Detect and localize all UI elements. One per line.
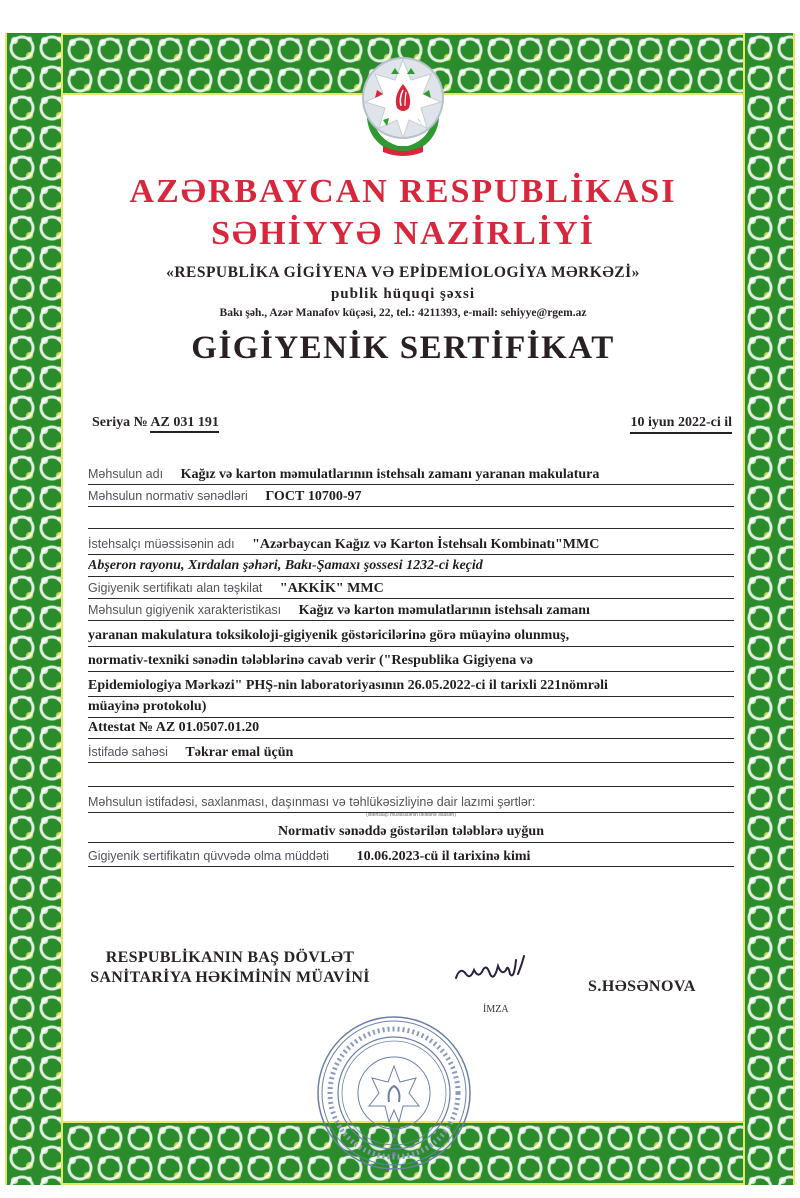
field-value: müayinə protokolu) — [88, 699, 207, 714]
ornamental-border-left — [5, 33, 63, 1185]
field-conditions — [88, 792, 734, 813]
field-normative-docs — [88, 486, 734, 507]
field-manufacturer-address — [88, 556, 734, 577]
legal-status: publik hüquqi şəxsi — [330, 286, 476, 302]
field-value: Kağız və karton məmulatlarının istehsalı zamanı yaranan makulatura — [180, 467, 600, 482]
ministry-country-title: AZƏRBAYCAN RESPUBLİKASI — [129, 173, 677, 210]
issue-date: 10 iyun 2022-ci il — [630, 415, 732, 434]
conditions-note: (istehsalçı müəssisənin tələbinə əsasən) — [366, 812, 456, 818]
official-stamp-icon — [315, 1014, 473, 1172]
field-value: ГОСТ 10700-97 — [265, 489, 362, 504]
field-blank-line — [88, 508, 734, 529]
field-label: Məhsulun istifadəsi, saxlanması, daşınması və təhlükəsizliyinə dair lazımi şərtlər: — [88, 795, 536, 809]
field-value: Abşeron rayonu, Xırdalan şəhəri, Bakı-Şamaxı şossesi 1232-ci keçid — [88, 558, 483, 573]
handwritten-signature-icon — [452, 952, 532, 986]
field-value: Normativ sənəddə göstərilən tələblərə uyğun — [278, 824, 544, 839]
field-characteristics-line — [88, 697, 734, 718]
field-label: İstifadə sahəsi — [88, 745, 168, 759]
field-usage-area — [88, 742, 734, 763]
field-value: 10.06.2023-cü il tarixinə kimi — [356, 849, 531, 864]
field-label: Məhsulun normativ sənədləri — [88, 489, 248, 503]
issuer-address: Bakı şəh., Azər Manafov küçəsi, 22, tel.: 4211393, e-mail: sehiyye@rgem.az — [219, 307, 587, 319]
field-value: "Azərbaycan Kağız və Karton İstehsalı Kombinatı"MMC — [252, 537, 600, 552]
field-blank-line — [88, 766, 734, 787]
field-characteristics — [88, 600, 734, 621]
field-characteristics-line — [88, 651, 734, 672]
field-label: İstehsalçı müəssisənin adı — [88, 537, 235, 551]
series-number — [92, 415, 219, 431]
field-label: Gigiyenik sertifikatı alan təşkilat — [88, 581, 263, 595]
field-value: yaranan makulatura toksikoloji-gigiyenik göstəricilərinə görə müayinə olunmuş, — [88, 628, 570, 643]
field-value: Təkrar emal üçün — [185, 745, 294, 760]
field-recipient — [88, 578, 734, 599]
field-value: normativ-texniki sənədin tələblərinə cavab verir ("Respublika Gigiyena və — [88, 653, 533, 668]
position-line-1: RESPUBLİKANIN BAŞ DÖVLƏT — [105, 949, 355, 966]
issuing-center-name: «RESPUBLİKA GİGİYENA VƏ EPİDEMİOLOGİYA MƏRKƏZİ» — [166, 264, 640, 281]
field-value: Attestat № AZ 01.0507.01.20 — [88, 720, 260, 735]
field-value: Kağız və karton məmulatlarının istehsalı zamanı — [298, 603, 590, 618]
field-label: Məhsulun gigiyenik xarakteristikası — [88, 603, 282, 617]
ornamental-border-right — [743, 33, 795, 1185]
field-validity — [88, 846, 734, 867]
field-characteristics-line — [88, 676, 734, 697]
field-value: Epidemiologiya Mərkəzi" PHŞ-nin laboratoriyasının 26.05.2022-ci il tarixli 221nömrəli — [88, 678, 608, 693]
ministry-name-title: SƏHİYYƏ NAZİRLİYİ — [211, 215, 595, 252]
signatory-position — [70, 948, 390, 988]
certificate-title: GİGİYENİK SERTİFİKAT — [191, 330, 615, 366]
position-line-2: SANİTARİYA HƏKİMİNİN MÜAVİNİ — [90, 969, 370, 986]
field-label: Məhsulun adı — [88, 467, 164, 481]
signatory-name: S.HƏSƏNOVA — [588, 978, 696, 995]
field-conditions-value — [88, 822, 734, 843]
signature-label: İMZA — [483, 1004, 509, 1015]
state-emblem-icon — [353, 40, 453, 160]
field-characteristics-line — [88, 626, 734, 647]
series-value: AZ 031 191 — [150, 415, 218, 433]
series-label: Seriya № — [92, 415, 148, 430]
field-manufacturer — [88, 534, 734, 555]
field-value: "AKKİK" MMC — [279, 581, 384, 596]
field-label: Gigiyenik sertifikatın qüvvədə olma müddəti — [88, 849, 330, 863]
field-product-name — [88, 464, 734, 485]
field-attestat — [88, 718, 734, 739]
